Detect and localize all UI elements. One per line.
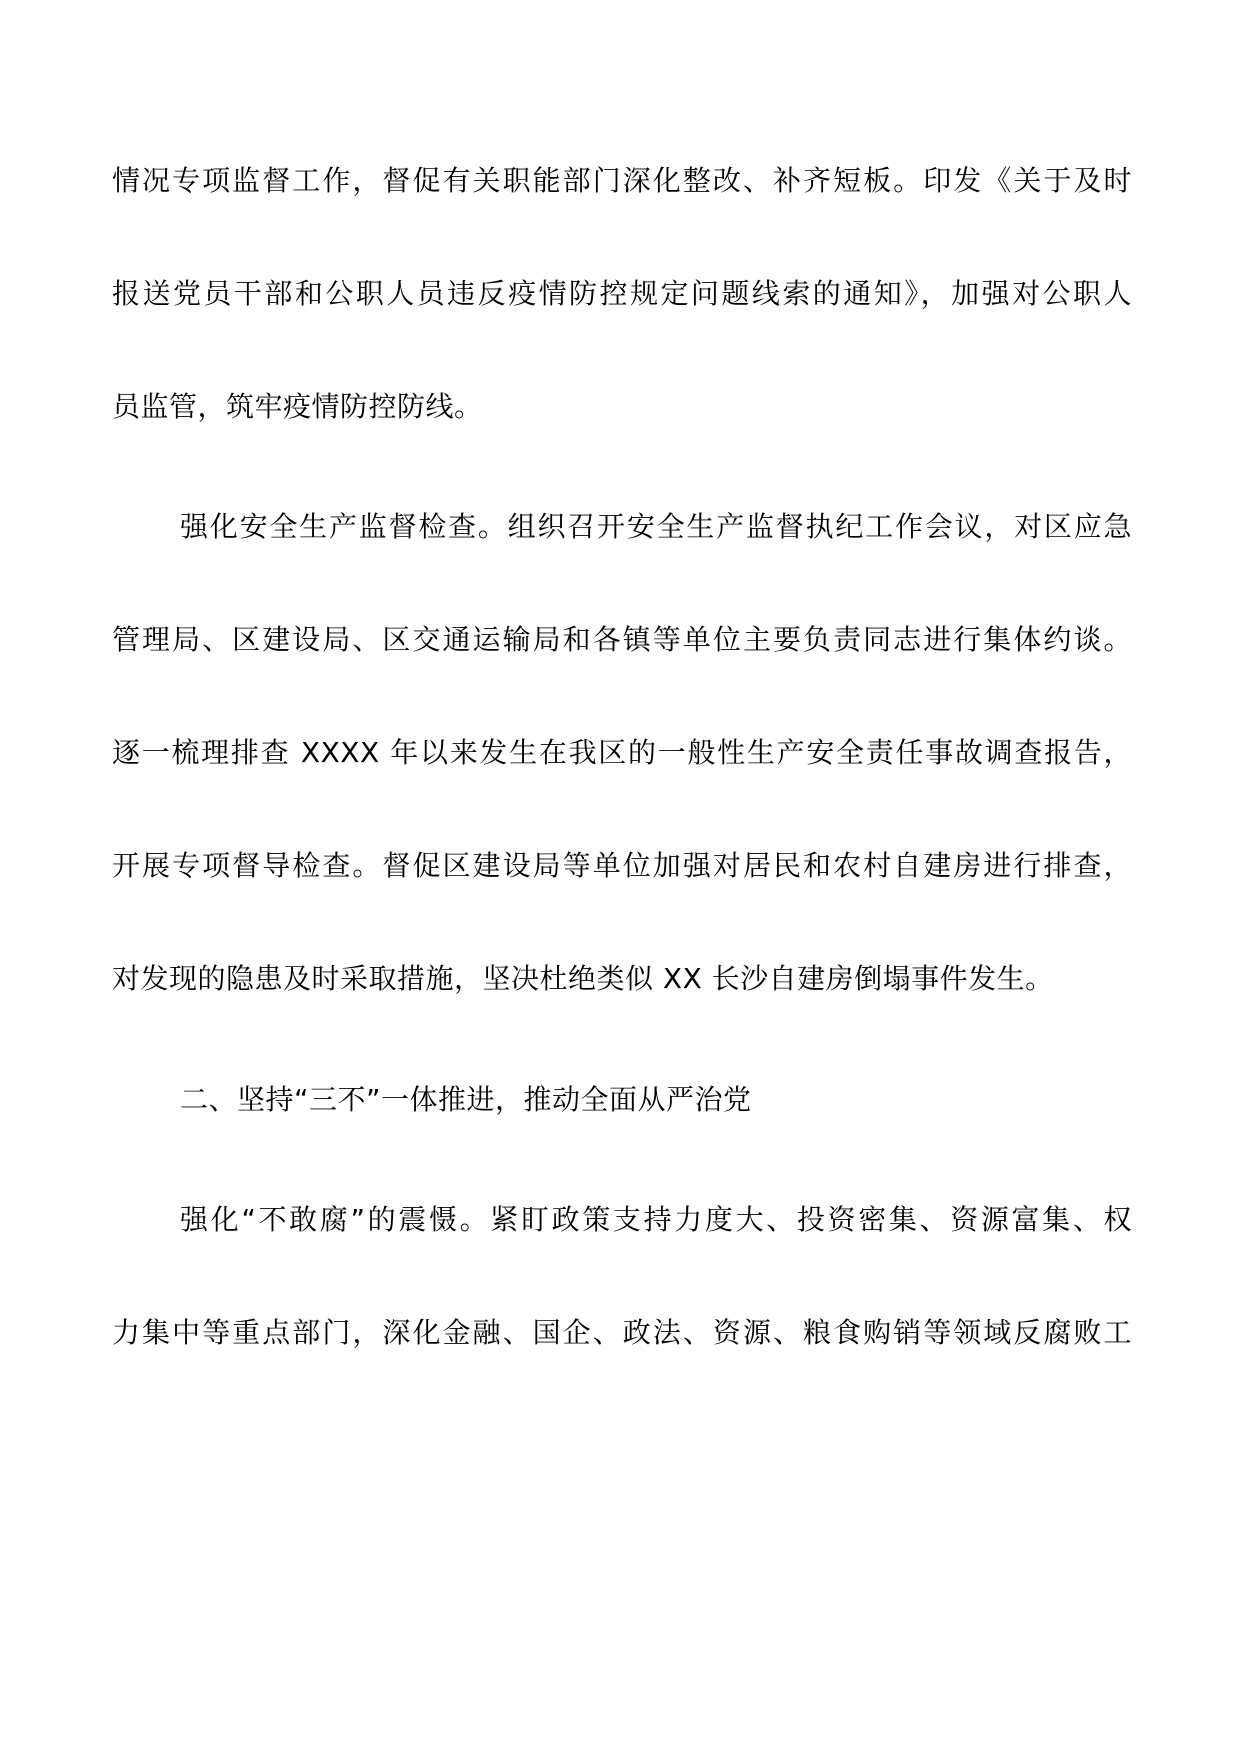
body-text-line: 情况专项监督工作，督促有关职能部门深化整改、补齐短板。印发《关于及时 xyxy=(112,164,1132,197)
body-text-line: 开展专项督导检查。督促区建设局等单位加强对居民和农村自建房进行排查， xyxy=(112,849,1132,882)
body-text-line: 报送党员干部和公职人员违反疫情防控规定问题线索的通知》，加强对公职人 xyxy=(112,277,1132,310)
paragraph-first-line: 强化“不敢腐”的震慑。紧盯政策支持力度大、投资密集、资源富集、权 xyxy=(180,1203,1132,1236)
body-text-line: 逐一梳理排查 XXXX 年以来发生在我区的一般性生产安全责任事故调查报告， xyxy=(112,736,1132,769)
section-heading: 二、坚持“三不”一体推进，推动全面从严治党 xyxy=(180,1083,752,1116)
body-text-line: 对发现的隐患及时采取措施，坚决杜绝类似 XX 长沙自建房倒塌事件发生。 xyxy=(112,962,1054,995)
body-text-line: 管理局、区建设局、区交通运输局和各镇等单位主要负责同志进行集体约谈。 xyxy=(112,623,1132,656)
body-text-line: 力集中等重点部门，深化金融、国企、政法、资源、粮食购销等领域反腐败工 xyxy=(112,1316,1132,1349)
paragraph-first-line: 强化安全生产监督检查。组织召开安全生产监督执纪工作会议，对区应急 xyxy=(180,510,1132,543)
body-text-line: 员监管，筑牢疫情防控防线。 xyxy=(112,390,483,423)
